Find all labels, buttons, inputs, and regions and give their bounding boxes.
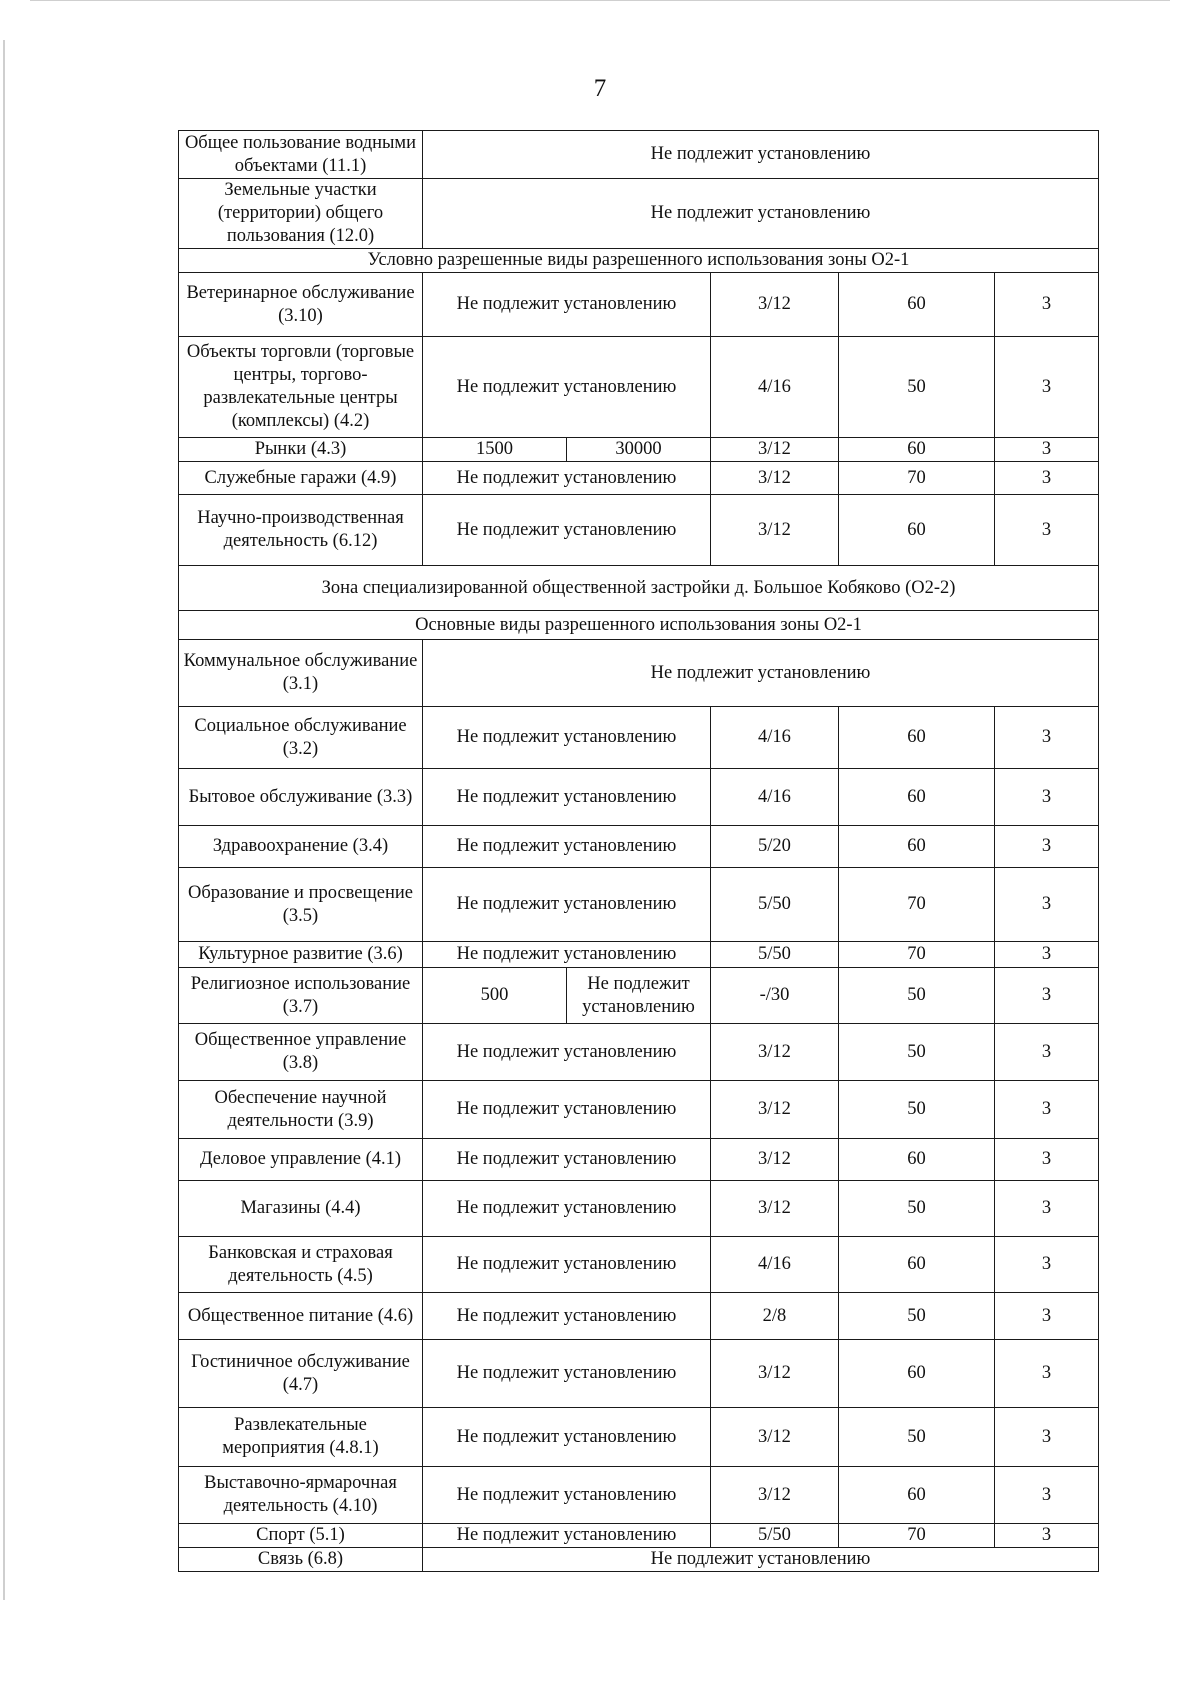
table-row xyxy=(179,826,1099,868)
floors-cell: 4/16 xyxy=(711,707,839,769)
use-name-cell: Здравоохранение (3.4) xyxy=(179,826,423,868)
use-name-cell: Ветеринарное обслуживание (3.10) xyxy=(179,273,423,337)
plot-area-cell: Не подлежит установлению xyxy=(423,1081,711,1139)
use-name-cell: Связь (6.8) xyxy=(179,1548,423,1572)
coverage-cell: 60 xyxy=(839,1237,995,1293)
coverage-cell: 50 xyxy=(839,1081,995,1139)
plot-area-max-cell: Не подлежит установлению xyxy=(567,968,711,1024)
plot-area-cell: Не подлежит установлению xyxy=(423,1139,711,1181)
setback-cell: 3 xyxy=(995,1181,1099,1237)
plot-area-cell: Не подлежит установлению xyxy=(423,1181,711,1237)
section-title: Условно разрешенные виды разрешенного использования зоны О2-1 xyxy=(179,249,1099,273)
setback-cell: 3 xyxy=(995,273,1099,337)
use-name-cell: Социальное обслуживание (3.2) xyxy=(179,707,423,769)
floors-cell: 4/16 xyxy=(711,1237,839,1293)
use-name-cell: Магазины (4.4) xyxy=(179,1181,423,1237)
floors-cell: 3/12 xyxy=(711,1340,839,1408)
coverage-cell: 60 xyxy=(839,438,995,462)
use-name-cell: Спорт (5.1) xyxy=(179,1524,423,1548)
setback-cell: 3 xyxy=(995,462,1099,495)
plot-area-max-cell: 30000 xyxy=(567,438,711,462)
floors-cell: 2/8 xyxy=(711,1293,839,1340)
coverage-cell: 50 xyxy=(839,1024,995,1081)
floors-cell: -/30 xyxy=(711,968,839,1024)
floors-cell: 3/12 xyxy=(711,1139,839,1181)
floors-cell: 5/50 xyxy=(711,1524,839,1548)
coverage-cell: 50 xyxy=(839,337,995,438)
setback-cell: 3 xyxy=(995,769,1099,826)
table-row xyxy=(179,1293,1099,1340)
table-row xyxy=(179,495,1099,566)
setback-cell: 3 xyxy=(995,942,1099,968)
table-row xyxy=(179,1524,1099,1548)
floors-cell: 5/50 xyxy=(711,868,839,942)
coverage-cell: 60 xyxy=(839,1139,995,1181)
setback-cell: 3 xyxy=(995,707,1099,769)
zoning-table xyxy=(178,130,1099,1572)
setback-cell: 3 xyxy=(995,826,1099,868)
table-row xyxy=(179,462,1099,495)
plot-area-cell: Не подлежит установлению xyxy=(423,1524,711,1548)
page-number: 7 xyxy=(593,75,607,102)
use-name-cell: Научно-производственная деятельность (6.12) xyxy=(179,495,423,566)
use-name-cell: Рынки (4.3) xyxy=(179,438,423,462)
setback-cell: 3 xyxy=(995,438,1099,462)
table-row xyxy=(179,1081,1099,1139)
setback-cell: 3 xyxy=(995,1340,1099,1408)
floors-cell: 3/12 xyxy=(711,495,839,566)
table-row xyxy=(179,942,1099,968)
use-name-cell: Общественное управление (3.8) xyxy=(179,1024,423,1081)
not-applicable-cell: Не подлежит установлению xyxy=(423,640,1099,707)
table-row xyxy=(179,131,1099,179)
setback-cell: 3 xyxy=(995,868,1099,942)
plot-area-cell: Не подлежит установлению xyxy=(423,1024,711,1081)
section-header-row xyxy=(179,611,1099,640)
use-name-cell: Служебные гаражи (4.9) xyxy=(179,462,423,495)
use-name-cell: Бытовое обслуживание (3.3) xyxy=(179,769,423,826)
not-applicable-cell: Не подлежит установлению xyxy=(423,179,1099,249)
coverage-cell: 60 xyxy=(839,826,995,868)
floors-cell: 3/12 xyxy=(711,273,839,337)
setback-cell: 3 xyxy=(995,1024,1099,1081)
plot-area-min-cell: 1500 xyxy=(423,438,567,462)
floors-cell: 3/12 xyxy=(711,1024,839,1081)
setback-cell: 3 xyxy=(995,495,1099,566)
floors-cell: 5/50 xyxy=(711,942,839,968)
plot-area-cell: Не подлежит установлению xyxy=(423,826,711,868)
not-applicable-cell: Не подлежит установлению xyxy=(423,1548,1099,1572)
plot-area-cell: Не подлежит установлению xyxy=(423,1293,711,1340)
table-row xyxy=(179,1024,1099,1081)
use-name-cell: Объекты торговли (торговые центры, торгово-развлекательные центры (комплексы) (4.2) xyxy=(179,337,423,438)
table-row xyxy=(179,337,1099,438)
setback-cell: 3 xyxy=(995,1293,1099,1340)
coverage-cell: 70 xyxy=(839,1524,995,1548)
use-name-cell: Религиозное использование (3.7) xyxy=(179,968,423,1024)
coverage-cell: 70 xyxy=(839,868,995,942)
floors-cell: 3/12 xyxy=(711,462,839,495)
plot-area-cell: Не подлежит установлению xyxy=(423,942,711,968)
table-row xyxy=(179,1340,1099,1408)
table-row xyxy=(179,1139,1099,1181)
setback-cell: 3 xyxy=(995,1237,1099,1293)
table-row xyxy=(179,179,1099,249)
plot-area-cell: Не подлежит установлению xyxy=(423,337,711,438)
plot-area-cell: Не подлежит установлению xyxy=(423,769,711,826)
coverage-cell: 50 xyxy=(839,1408,995,1467)
setback-cell: 3 xyxy=(995,1408,1099,1467)
plot-area-cell: Не подлежит установлению xyxy=(423,868,711,942)
floors-cell: 3/12 xyxy=(711,1408,839,1467)
table-row xyxy=(179,1548,1099,1572)
not-applicable-cell: Не подлежит установлению xyxy=(423,131,1099,179)
plot-area-cell: Не подлежит установлению xyxy=(423,707,711,769)
setback-cell: 3 xyxy=(995,1524,1099,1548)
plot-area-cell: Не подлежит установлению xyxy=(423,1408,711,1467)
setback-cell: 3 xyxy=(995,337,1099,438)
use-name-cell: Выставочно-ярмарочная деятельность (4.10) xyxy=(179,1467,423,1524)
setback-cell: 3 xyxy=(995,1139,1099,1181)
floors-cell: 4/16 xyxy=(711,769,839,826)
use-name-cell: Коммунальное обслуживание (3.1) xyxy=(179,640,423,707)
coverage-cell: 70 xyxy=(839,462,995,495)
use-name-cell: Образование и просвещение (3.5) xyxy=(179,868,423,942)
section-header-row xyxy=(179,566,1099,611)
table-row xyxy=(179,769,1099,826)
table-row xyxy=(179,968,1099,1024)
coverage-cell: 60 xyxy=(839,495,995,566)
setback-cell: 3 xyxy=(995,1081,1099,1139)
table-row xyxy=(179,1467,1099,1524)
coverage-cell: 60 xyxy=(839,707,995,769)
floors-cell: 3/12 xyxy=(711,1181,839,1237)
floors-cell: 3/12 xyxy=(711,1081,839,1139)
plot-area-cell: Не подлежит установлению xyxy=(423,495,711,566)
table-row xyxy=(179,273,1099,337)
table-row xyxy=(179,1237,1099,1293)
use-name-cell: Деловое управление (4.1) xyxy=(179,1139,423,1181)
plot-area-cell: Не подлежит установлению xyxy=(423,1340,711,1408)
use-name-cell: Гостиничное обслуживание (4.7) xyxy=(179,1340,423,1408)
coverage-cell: 50 xyxy=(839,968,995,1024)
plot-area-cell: Не подлежит установлению xyxy=(423,462,711,495)
coverage-cell: 60 xyxy=(839,1467,995,1524)
use-name-cell: Общественное питание (4.6) xyxy=(179,1293,423,1340)
plot-area-cell: Не подлежит установлению xyxy=(423,273,711,337)
use-name-cell: Банковская и страховая деятельность (4.5) xyxy=(179,1237,423,1293)
coverage-cell: 60 xyxy=(839,1340,995,1408)
floors-cell: 4/16 xyxy=(711,337,839,438)
floors-cell: 3/12 xyxy=(711,438,839,462)
use-name-cell: Общее пользование водными объектами (11.1) xyxy=(179,131,423,179)
section-header-row xyxy=(179,249,1099,273)
section-title: Основные виды разрешенного использования зоны О2-1 xyxy=(179,611,1099,640)
table-row xyxy=(179,1408,1099,1467)
coverage-cell: 70 xyxy=(839,942,995,968)
coverage-cell: 60 xyxy=(839,273,995,337)
use-name-cell: Культурное развитие (3.6) xyxy=(179,942,423,968)
setback-cell: 3 xyxy=(995,968,1099,1024)
table-row xyxy=(179,640,1099,707)
plot-area-cell: Не подлежит установлению xyxy=(423,1467,711,1524)
setback-cell: 3 xyxy=(995,1467,1099,1524)
section-title: Зона специализированной общественной застройки д. Большое Кобяково (О2-2) xyxy=(179,566,1099,611)
coverage-cell: 50 xyxy=(839,1293,995,1340)
use-name-cell: Обеспечение научной деятельности (3.9) xyxy=(179,1081,423,1139)
use-name-cell: Развлекательные мероприятия (4.8.1) xyxy=(179,1408,423,1467)
table-row xyxy=(179,438,1099,462)
table-row xyxy=(179,707,1099,769)
floors-cell: 3/12 xyxy=(711,1467,839,1524)
coverage-cell: 60 xyxy=(839,769,995,826)
scan-edge-top xyxy=(30,0,1170,1)
table-row xyxy=(179,1181,1099,1237)
scan-edge-left xyxy=(3,40,5,1600)
plot-area-cell: Не подлежит установлению xyxy=(423,1237,711,1293)
floors-cell: 5/20 xyxy=(711,826,839,868)
use-name-cell: Земельные участки (территории) общего пользования (12.0) xyxy=(179,179,423,249)
table-row xyxy=(179,868,1099,942)
coverage-cell: 50 xyxy=(839,1181,995,1237)
plot-area-min-cell: 500 xyxy=(423,968,567,1024)
